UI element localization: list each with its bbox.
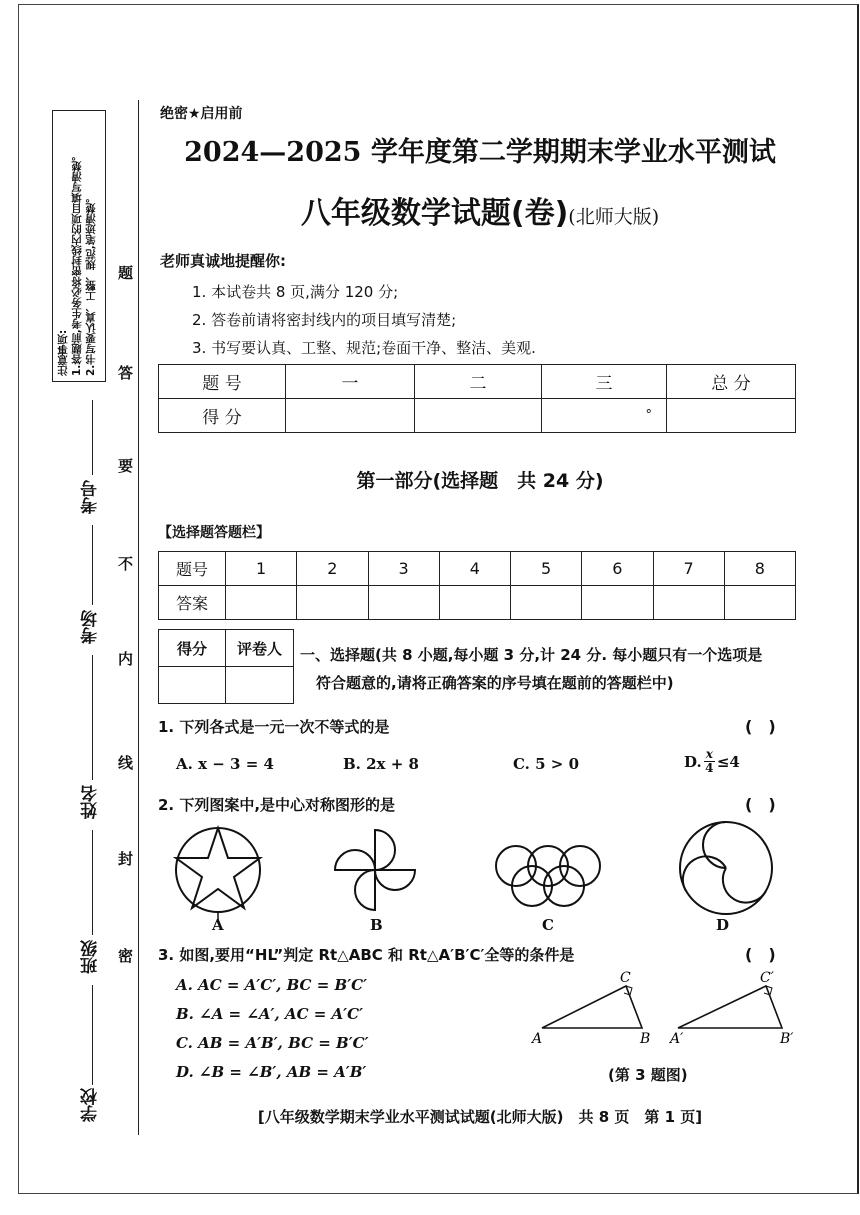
score-cell[interactable] [415, 399, 542, 433]
answer-number: 8 [724, 552, 795, 586]
answer-number: 4 [439, 552, 510, 586]
reminder-heading: 老师真诚地提醒你: [160, 252, 286, 270]
school-label: 学校 [81, 1088, 101, 1122]
q3-label-a: A [532, 1031, 543, 1047]
secret-label: 绝密★启用前 [160, 106, 243, 122]
q1-option-c: C. 5 > 0 [513, 755, 580, 773]
grader-score-cell[interactable] [159, 667, 226, 704]
q2-stem: 2. 下列图案中,是中心对称图形的是 [158, 796, 396, 814]
section1-line2: 符合题意的,请将正确答案的序号填在题前的答题栏中) [316, 674, 674, 692]
part1-title: 第一部分(选择题 共 24 分) [356, 470, 604, 492]
answer-row-label: 答案 [159, 586, 226, 620]
answer-number: 5 [511, 552, 582, 586]
q3-label-b2: B′ [780, 1031, 794, 1047]
q3-figure [530, 968, 810, 1048]
answer-cell[interactable] [297, 586, 368, 620]
score-table-header-row [159, 365, 796, 399]
q3-answer-paren[interactable]: ( ) [745, 945, 776, 964]
answer-number: 6 [582, 552, 653, 586]
answer-cell[interactable] [511, 586, 582, 620]
grader-table [158, 629, 294, 704]
q1-option-a: A. x − 3 = 4 [176, 755, 274, 773]
reminder-item-3: 3. 书写要认真、工整、规范;卷面干净、整洁、美观. [192, 339, 536, 357]
q2-label-a: A [212, 916, 224, 934]
grader-score-label: 得分 [159, 630, 226, 667]
q3-label-a2: A′ [670, 1031, 684, 1047]
exam-no-label: 考号 [81, 480, 101, 514]
answer-number: 2 [297, 552, 368, 586]
seal-word-nei: 内 [118, 650, 134, 668]
score-cell[interactable] [667, 399, 796, 433]
score-header-cell: 题 号 [159, 365, 286, 399]
grader-name-cell[interactable] [226, 667, 294, 704]
q1-d-numerator: x [705, 747, 713, 761]
name-label: 姓名 [81, 785, 101, 819]
answer-cell[interactable] [653, 586, 724, 620]
notice-heading: 注意事项: [57, 329, 69, 376]
answer-number: 7 [653, 552, 724, 586]
class-label: 班级 [81, 940, 101, 974]
seal-word-ti: 题 [118, 264, 134, 282]
q2-figure-c-rings [488, 840, 608, 910]
q3-label-c2: C′ [760, 970, 774, 986]
q1-option-b: B. 2x + 8 [343, 755, 419, 773]
q3-stem: 3. 如图,要用“HL”判定 Rt△ABC 和 Rt△A′B′C′全等的条件是 [158, 946, 575, 964]
score-table-score-row [159, 399, 796, 433]
answer-number-row [159, 552, 796, 586]
page-footer: [八年级数学期末学业水平测试试题(北师大版) 共 8 页 第 1 页] [257, 1108, 703, 1126]
q3-option-c: C. AB = A′B′, BC = B′C′ [176, 1034, 369, 1052]
q1-d-fraction [704, 748, 715, 775]
score-table [158, 364, 796, 433]
seal-word-da: 答 [118, 364, 134, 382]
q2-figure-d-circle [676, 818, 776, 918]
seal-word-yao: 要 [118, 457, 134, 475]
reminder-list [192, 278, 536, 362]
class-line [92, 985, 93, 1085]
exam-title: 2024—2025 学年度第二学期期末学业水平测试 [184, 137, 776, 168]
q1-option-d [684, 748, 740, 775]
q3-option-b: B. ∠A = ∠A′, AC = A′C′ [176, 1005, 364, 1023]
score-cell[interactable] [286, 399, 415, 433]
exam-subtitle [160, 188, 800, 232]
score-header-cell: 总 分 [667, 365, 796, 399]
answer-cell[interactable] [724, 586, 795, 620]
score-cell[interactable] [542, 399, 667, 433]
section1-line1: 一、选择题(共 8 小题,每小题 3 分,计 24 分. 每小题只有一个选项是 [300, 646, 763, 664]
answer-row-label: 题号 [159, 552, 226, 586]
seal-word-mi: 密 [118, 947, 134, 965]
q1-d-denominator: 4 [705, 761, 714, 775]
answer-cell[interactable] [226, 586, 297, 620]
q3-option-a: A. AC = A′C′, BC = B′C′ [176, 976, 368, 994]
subtitle-main: 八年级数学试题(卷) [300, 196, 569, 231]
exam-no-line [92, 525, 93, 605]
notice-line-2: 2.书写要认真、工整、规范,笔迹清楚。 [85, 192, 97, 376]
answer-bar-table [158, 551, 796, 620]
q3-label-b: B [640, 1031, 651, 1047]
answer-bar-title: 【选择题答题栏】 [158, 525, 270, 541]
grader-name-label: 评卷人 [226, 630, 294, 667]
q2-label-b: B [370, 916, 383, 934]
exam-room-label: 考场 [81, 610, 101, 644]
seal-line [138, 100, 139, 1135]
score-row-label: 得 分 [159, 399, 286, 433]
q3-option-d: D. ∠B = ∠B′, AB = A′B′ [176, 1063, 367, 1081]
answer-cell[interactable] [368, 586, 439, 620]
q2-label-d: D [716, 916, 730, 934]
q3-label-c: C [620, 970, 631, 986]
exam-room-line [92, 655, 93, 780]
answer-cell[interactable] [439, 586, 510, 620]
seal-word-feng: 封 [118, 850, 134, 868]
q3-caption: (第 3 题图) [608, 1066, 688, 1084]
q2-figure-b-pinwheel [330, 825, 420, 915]
subtitle-edition: (北师大版) [568, 206, 660, 228]
reminder-item-2: 2. 答卷前请将密封线内的项目填写清楚; [192, 311, 457, 329]
answer-row [159, 586, 796, 620]
seal-word-xian: 线 [118, 754, 134, 772]
q2-label-c: C [542, 916, 554, 934]
q1-stem: 1. 下列各式是一元一次不等式的是 [158, 718, 390, 736]
answer-number: 1 [226, 552, 297, 586]
name-line [92, 830, 93, 935]
seal-word-bu: 不 [118, 555, 134, 573]
exam-no-line-top [92, 400, 93, 475]
reminder-item-1: 1. 本试卷共 8 页,满分 120 分; [192, 283, 399, 301]
q2-answer-paren[interactable]: ( ) [745, 795, 776, 814]
score-header-cell: 二 [415, 365, 542, 399]
answer-number: 3 [368, 552, 439, 586]
q1-d-prefix: D. [684, 752, 702, 771]
q1-answer-paren[interactable]: ( ) [745, 717, 776, 736]
score-header-cell: 一 [286, 365, 415, 399]
notice-line-1: 1.答题前,考生务必将密封线内的项目填写清楚。 [71, 150, 83, 376]
answer-cell[interactable] [582, 586, 653, 620]
score-mark: ° [645, 408, 652, 423]
q1-d-suffix: ≤4 [716, 752, 740, 771]
score-header-cell: 三 [542, 365, 667, 399]
q2-figure-a-star [168, 820, 268, 920]
notice-text [56, 114, 98, 376]
